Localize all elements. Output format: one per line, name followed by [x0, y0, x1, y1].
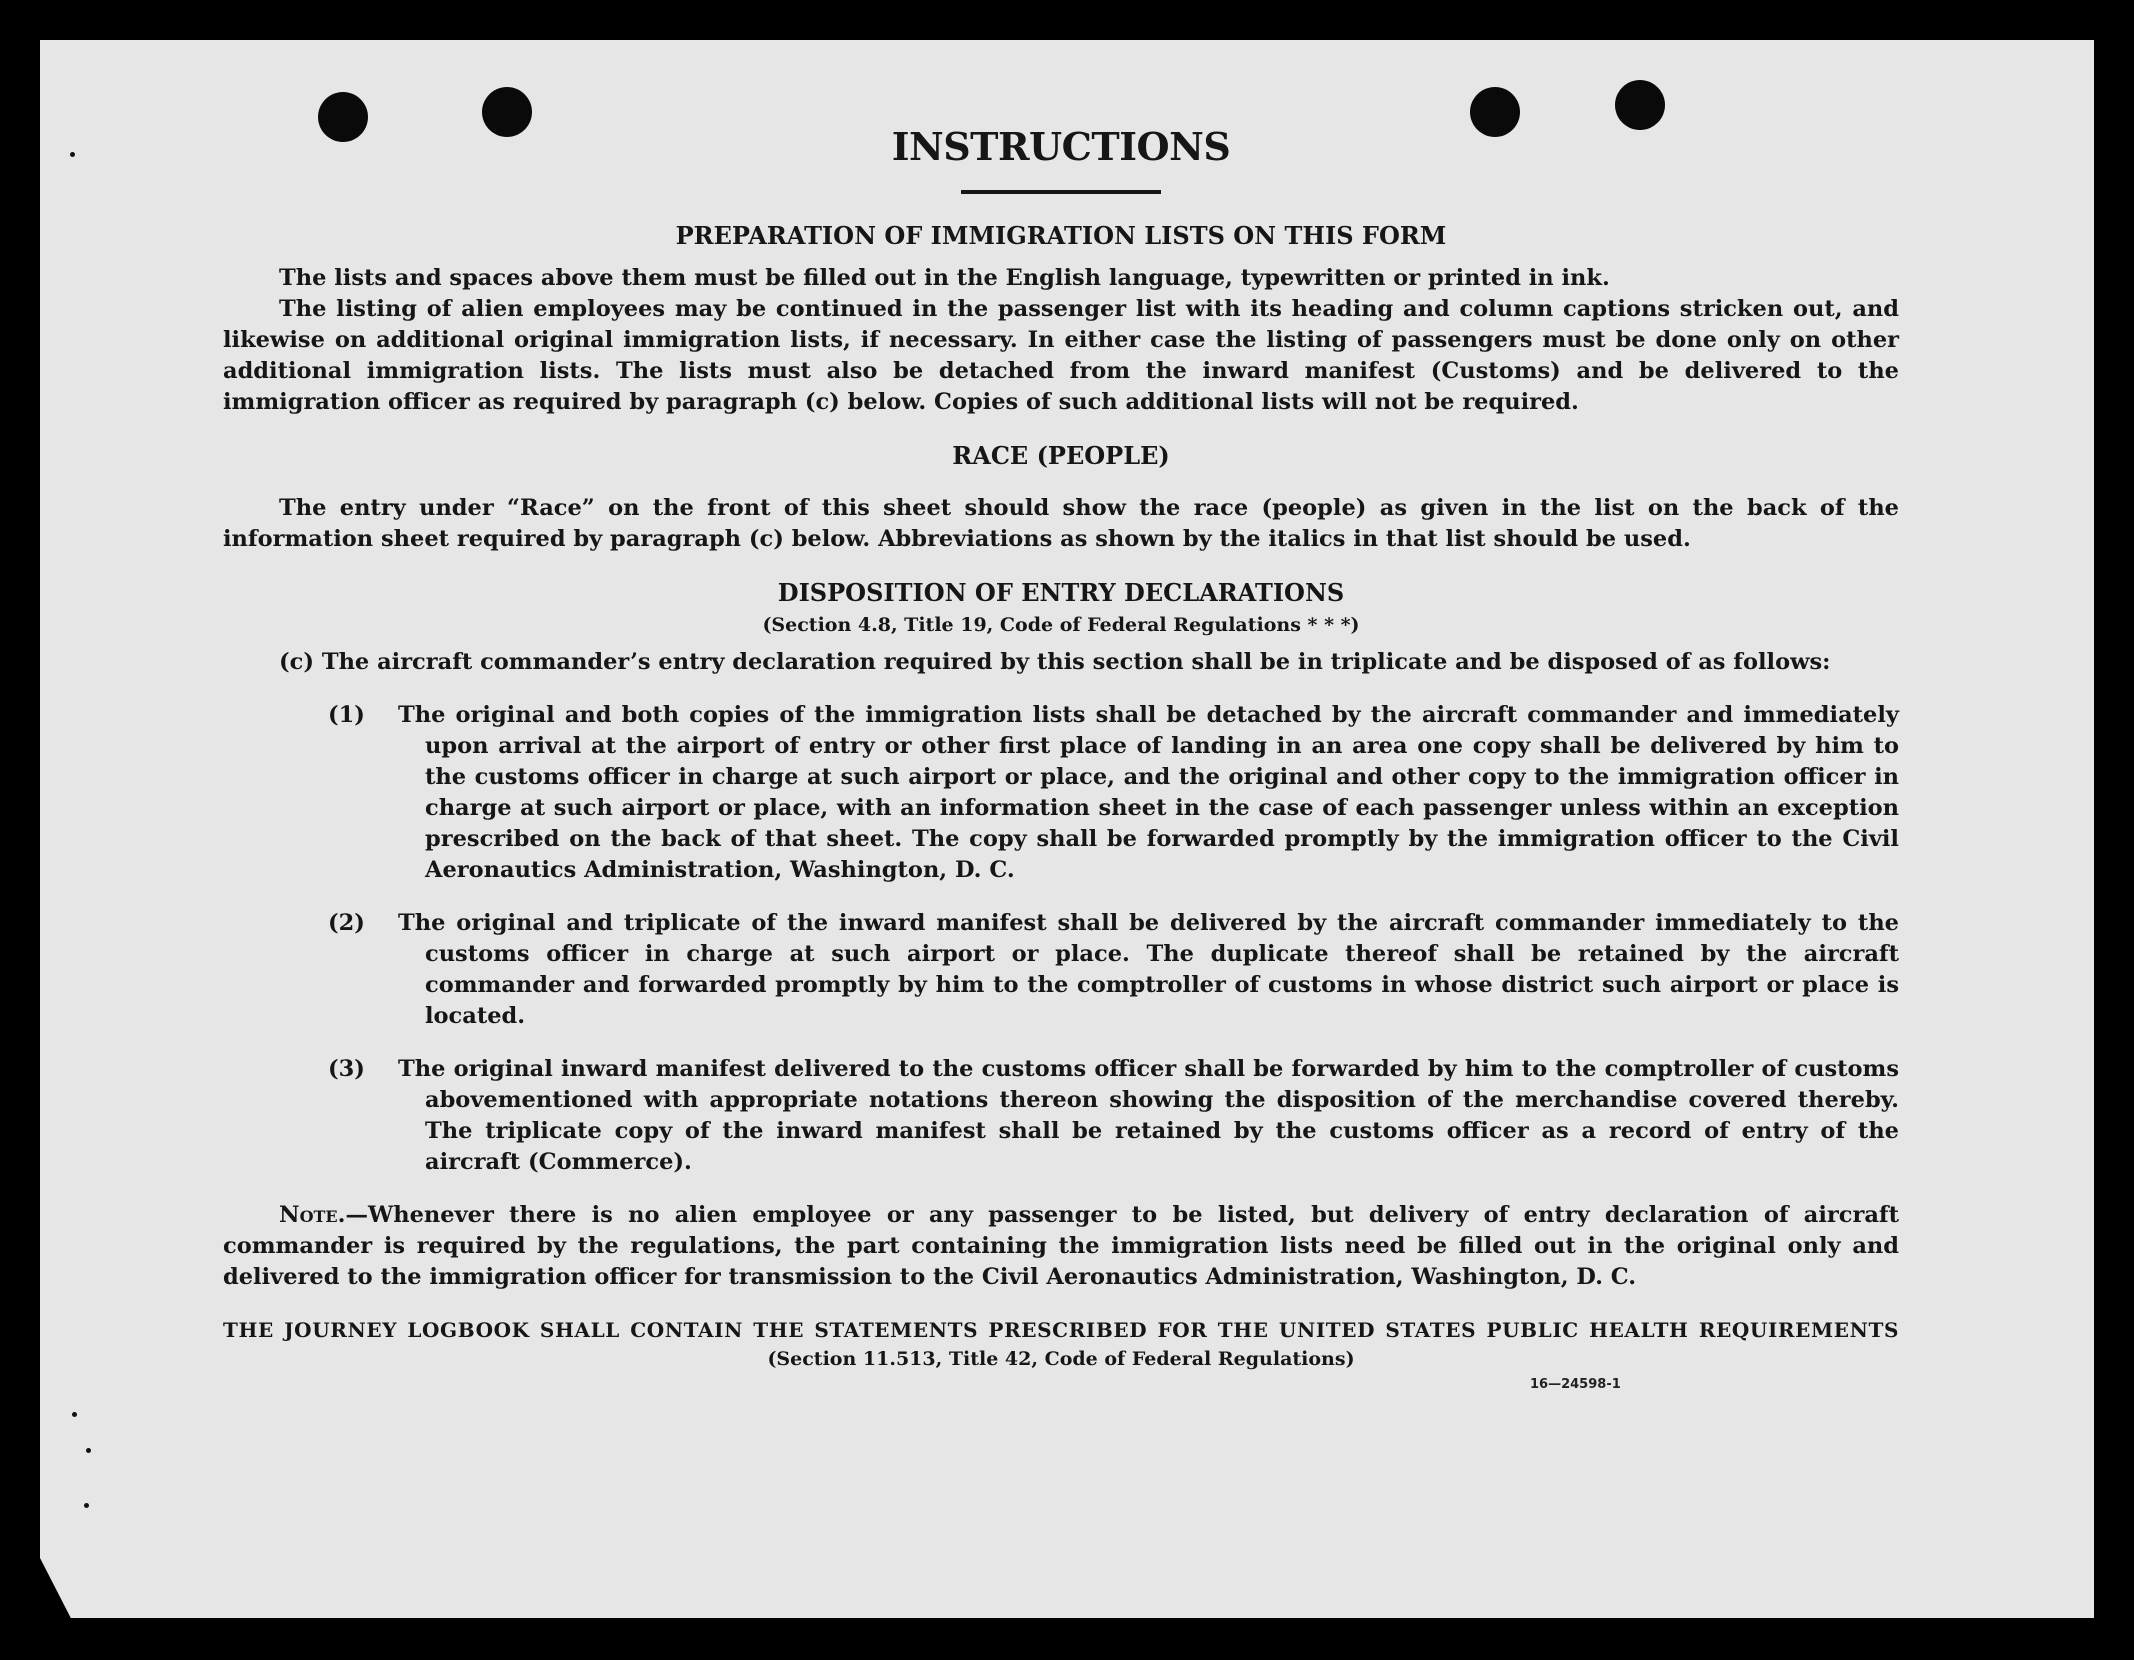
clause-text: The original and triplicate of the inward manifest shall be delivered by the aircraft commander immediately to the customs officer in charge at such airport or place. The duplicate thereof shall be retained by the aircraft commander and forwarded promptly by him to the comptroller of customs in whose district such airport or place is located.	[398, 910, 1899, 1029]
clause-text: The original inward manifest delivered to the customs officer shall be forwarded by him to the comptroller of customs abovementioned with appropriate notations thereon showing the disposition of the merchandise covered thereby. The triplicate copy of the inward manifest shall be retained by the customs officer as a record of entry of the aircraft (Commerce).	[398, 1056, 1899, 1175]
note-text: —Whenever there is no alien employee or any passenger to be listed, but delivery of entry declaration of aircraft commander is required by the regulations, the part containing the immigration lists need be filled out in the original only and delivered to the immigration officer for transmission to the Civil Aeronautics Administration, Washington, D. C.	[223, 1202, 1899, 1290]
note-lead: Note.	[279, 1202, 346, 1228]
section-heading-race: RACE (PEOPLE)	[952, 441, 1170, 470]
disposition-intro: (c) The aircraft commander’s entry declaration required by this section shall be in triplicate and be disposed of as follows:	[279, 649, 1831, 675]
page-title: INSTRUCTIONS	[891, 124, 1231, 169]
race-paragraph: The entry under “Race” on the front of this sheet should show the race (people) as given in the list on the back of the information sheet required by paragraph (c) below. Abbreviations as shown by the italics in that list should be used.	[223, 495, 1899, 552]
form-number: 16—24598-1	[1530, 1377, 1621, 1392]
instructions-content	[223, 125, 1899, 1381]
public-health-citation: (Section 11.513, Title 42, Code of Federal Regulations)	[767, 1348, 1355, 1370]
section-heading-preparation: PREPARATION OF IMMIGRATION LISTS ON THIS FORM	[675, 221, 1447, 250]
clause-item	[223, 700, 1899, 886]
clause-item	[223, 908, 1899, 1032]
clause-number: (1)	[328, 702, 365, 728]
note-paragraph	[223, 1200, 1899, 1293]
disposition-citation: (Section 4.8, Title 19, Code of Federal Regulations * * *)	[762, 614, 1360, 636]
public-health-statement: THE JOURNEY LOGBOOK SHALL CONTAIN THE STATEMENTS PRESCRIBED FOR THE UNITED STATES PUBLIC HEALTH REQUIREMENTS	[223, 1318, 1899, 1342]
preparation-paragraph-1: The lists and spaces above them must be filled out in the English language, typewritten or printed in ink.	[279, 265, 1610, 291]
clause-text: The original and both copies of the immigration lists shall be detached by the aircraft commander and immediately upon arrival at the airport of entry or other first place of landing in an area one copy shall be delivered by him to the customs officer in charge at such airport or place, and the original and other copy to the immigration officer in charge at such airport or place, with an information sheet in the case of each passenger unless within an exception prescribed on the back of that sheet. The copy shall be forwarded promptly by the immigration officer to the Civil Aeronautics Administration, Washington, D. C.	[398, 702, 1899, 883]
punch-hole	[1615, 80, 1665, 130]
section-heading-disposition: DISPOSITION OF ENTRY DECLARATIONS	[777, 578, 1345, 607]
scan-speck	[86, 1448, 91, 1453]
scan-speck	[72, 1412, 77, 1417]
clause-number: (3)	[328, 1056, 365, 1082]
preparation-paragraph-2: The listing of alien employees may be continued in the passenger list with its heading and column captions stricken out, and likewise on additional original immigration lists, if necessary. In either case the listing of passengers must be done only on other additional immigration lists. The lists must also be detached from the inward manifest (Customs) and be delivered to the immigration officer as required by paragraph (c) below. Copies of such additional lists will not be required.	[223, 296, 1899, 415]
clause-item	[223, 1054, 1899, 1178]
scan-speck	[84, 1503, 89, 1508]
scan-speck	[70, 152, 75, 157]
clause-number: (2)	[328, 910, 365, 936]
title-underline	[961, 190, 1161, 194]
